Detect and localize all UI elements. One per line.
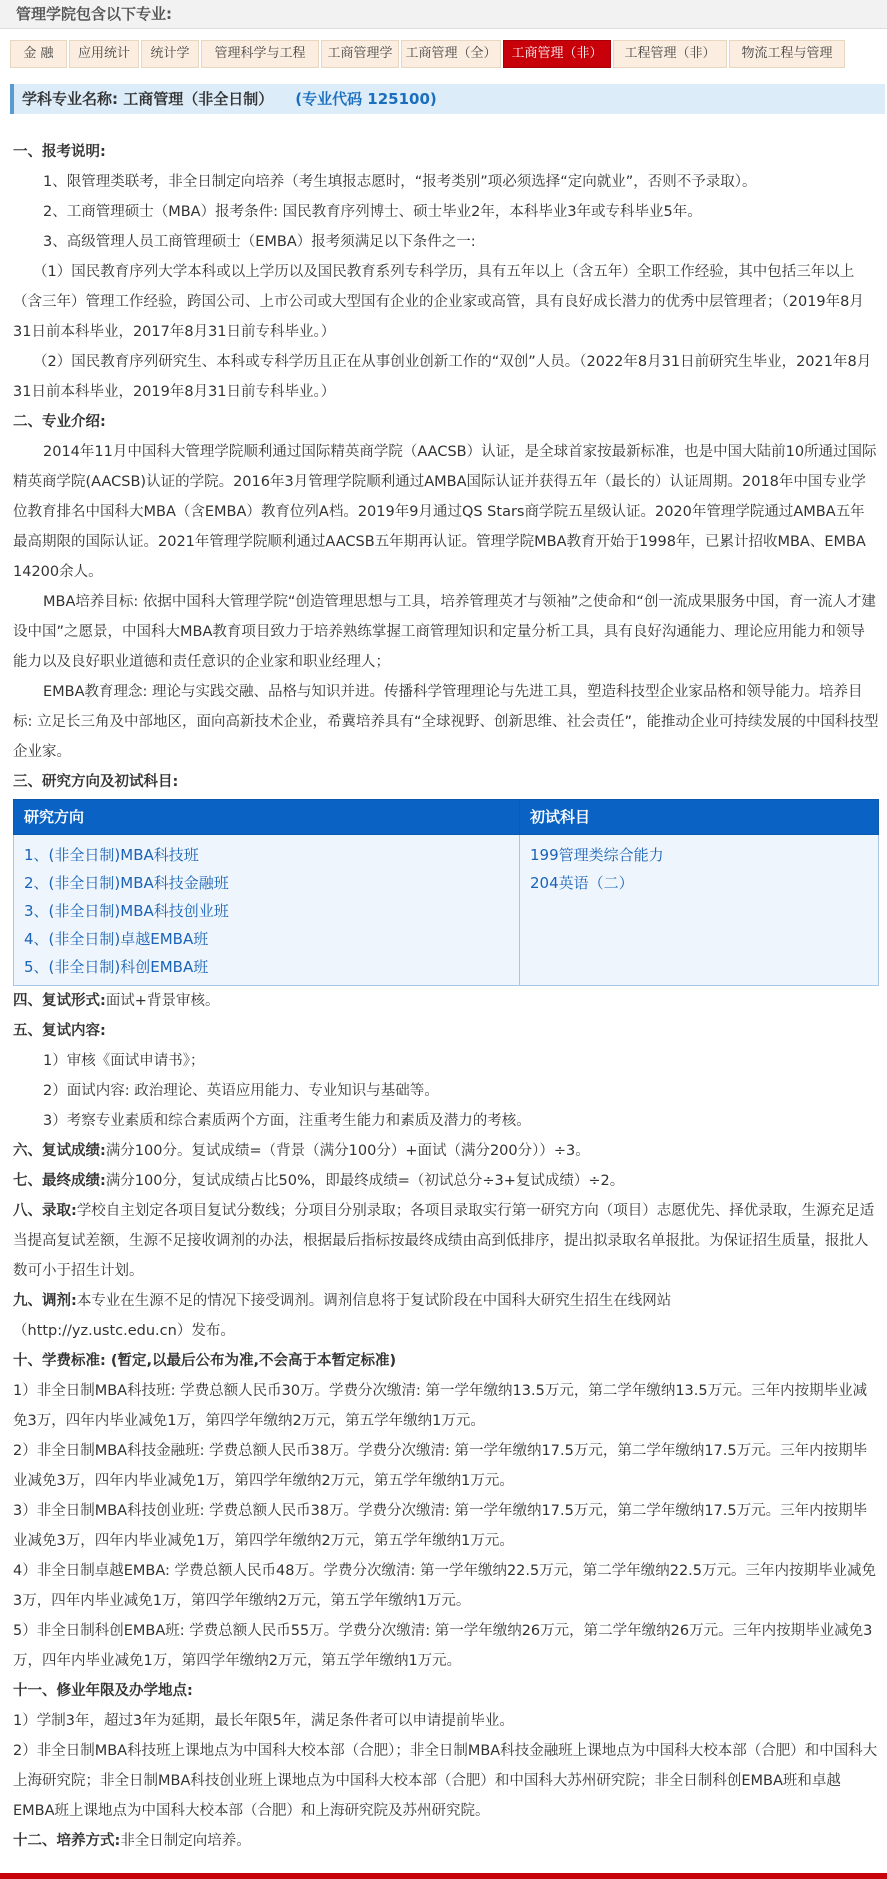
section-title: 十、学费标准: (暂定,以最后公布为准,不会高于本暂定标准) [13,1353,397,1369]
document-body [13,137,879,1856]
directions-table [13,799,879,986]
section-text: 本专业在生源不足的情况下接受调剂。调剂信息将于复试阶段在中国科大研究生招生在线网站 [76,1293,672,1309]
url-line[interactable]: （http://yz.ustc.edu.cn）发布。 [13,1323,235,1339]
tab-engineering-management[interactable]: 工程管理（非） [613,40,727,68]
section-line [13,986,879,1016]
list-item: 2）非全日制MBA科技班上课地点为中国科大校本部（合肥）；非全日制MBA科技金融班上课地点为中国科大校本部（合肥）和中国科大上海研究院；非全日制MBA科技创业班上课地点为中国科大校本部（合肥）和中国科大苏州研究院；非全日制科创EMBA班和卓越EMBA班上课地点为中国科大校本部（合肥）和上海研究院及苏州研究院。 [13,1743,878,1819]
list-item: 2）面试内容: 政治理论、英语应用能力、专业知识与基础等。 [43,1083,439,1099]
table-header-direction: 研究方向 [14,800,520,835]
list-item: 1）学制3年，超过3年为延期，最长年限5年，满足条件者可以申请提前毕业。 [13,1713,514,1729]
subjects-cell [520,835,879,986]
paragraph: （2）国民教育序列研究生、本科或专科学历且正在从事创业创新工作的“双创”人员。（2022年8月31日前研究生毕业，2021年8月31日前本科毕业，2019年8月31日前专科毕业。） [13,354,872,400]
footer-divider [0,1873,887,1879]
list-item: 3）考察专业素质和综合素质两个方面，注重考生能力和素质及潜力的考核。 [43,1113,531,1129]
paragraph: 1、限管理类联考，非全日制定向培养（考生填报志愿时，“报考类别”项必须选择“定向就业”，否则不予录取）。 [43,174,757,190]
tab-management-science[interactable]: 管理科学与工程 [201,40,319,68]
section-line [13,1166,879,1196]
section-text: 满分100分，复试成绩占比50%，即最终成绩=（初试总分÷3+复试成绩）÷2。 [105,1173,625,1189]
tab-logistics-engineering[interactable]: 物流工程与管理 [729,40,845,68]
direction-link[interactable]: 2、(非全日制)MBA科技金融班 [24,874,229,892]
direction-link[interactable]: 4、(非全日制)卓越EMBA班 [24,930,209,948]
list-item: 4）非全日制卓越EMBA: 学费总额人民币48万。学费分次缴清: 第一学年缴纳22.5万元，第二学年缴纳22.5万元。三年内按期毕业减免3万，四年内毕业减免1万，第四学年缴纳2万元，第五学年缴纳1万元。 [13,1563,877,1609]
paragraph: 2014年11月中国科大管理学院顺利通过国际精英商学院（AACSB）认证，是全球首家按最新标准，也是中国大陆前10所通过国际精英商学院(AACSB)认证的学院。2016年3月管理学院顺利通过AMBA国际认证并获得五年（最长的）认证周期。2018年中国专业学位教育排名中国科大MBA（含EMBA）教育位列A档。2019年9月通过QS Stars商学院五星级认证。2020年管理学院通过AMBA五年最高期限的国际认证。2021年管理学院顺利通过AACSB五年期再认证。管理学院MBA教育开始于1998年，已累计招收MBA、EMBA 14200余人。 [13,444,877,580]
major-name: 学科专业名称: 工商管理（非全日制） [22,90,274,108]
section-title: 二、专业介绍: [13,414,106,430]
section-text: 满分100分。复试成绩=（背景（满分100分）+面试（满分200分））÷3。 [105,1143,590,1159]
page-header: 管理学院包含以下专业: [0,0,887,29]
section-title: 八、录取: [13,1203,77,1219]
major-tabs [10,40,887,68]
section-title: 六、复试成绩: [13,1143,106,1159]
section-line [13,1826,879,1856]
paragraph: （1）国民教育序列大学本科或以上学历以及国民教育系列专科学历，具有五年以上（含五年）全职工作经验，其中包括三年以上（含三年）管理工作经验，跨国公司、上市公司或大型国有企业的企业家或高管，具有良好成长潜力的优秀中层管理者；（2019年8月31日前本科毕业，2017年8月31日前专科毕业。） [13,264,864,340]
tab-applied-statistics[interactable]: 应用统计 [69,40,139,68]
tab-business-administration[interactable]: 工商管理学 [321,40,399,68]
direction-link[interactable]: 1、(非全日制)MBA科技班 [24,846,199,864]
section-title: 一、报考说明: [13,144,106,160]
tab-finance[interactable]: 金 融 [10,40,67,68]
direction-link[interactable]: 3、(非全日制)MBA科技创业班 [24,902,229,920]
section-title: 十一、修业年限及办学地点: [13,1683,193,1699]
list-item: 3）非全日制MBA科技创业班: 学费总额人民币38万。学费分次缴清: 第一学年缴纳17.5万元，第二学年缴纳17.5万元。三年内按期毕业减免3万，四年内毕业减免1万，第四学年缴纳2万元，第五学年缴纳1万元。 [13,1503,868,1549]
section-text: 非全日制定向培养。 [120,1833,251,1849]
paragraph: 3、高级管理人员工商管理硕士（EMBA）报考须满足以下条件之一: [43,234,476,250]
list-item: 1）非全日制MBA科技班: 学费总额人民币30万。学费分次缴清: 第一学年缴纳13.5万元，第二学年缴纳13.5万元。三年内按期毕业减免3万，四年内毕业减免1万，第四学年缴纳2万元，第五学年缴纳1万元。 [13,1383,868,1429]
tab-business-admin-fulltime[interactable]: 工商管理（全） [401,40,501,68]
section-title: 九、调剂: [13,1293,77,1309]
list-item: 5）非全日制科创EMBA班: 学费总额人民币55万。学费分次缴清: 第一学年缴纳26万元，第二学年缴纳26万元。三年内按期毕业减免3万，四年内毕业减免1万，第四学年缴纳2万元，第五学年缴纳1万元。 [13,1623,873,1669]
section-title: 四、复试形式: [13,993,106,1009]
subject-link[interactable]: 204英语（二） [530,874,634,892]
section-text: 学校自主划定各项目复试分数线；分项目分别录取；各项目录取实行第一研究方向（项目）志愿优先、择优录取，生源充足适当提高复试差额，生源不足接收调剂的办法，根据最后指标按最终成绩由高到低排序，提出拟录取名单报批。为保证招生质量，报批人数可小于招生计划。 [13,1203,875,1279]
paragraph: 2、工商管理硕士（MBA）报考条件: 国民教育序列博士、硕士毕业2年，本科毕业3年或专科毕业5年。 [43,204,702,220]
section-title: 五、复试内容: [13,1023,106,1039]
list-item: 1）审核《面试申请书》； [43,1053,205,1069]
section-line [13,1196,879,1286]
tab-business-admin-parttime[interactable]: 工商管理（非） [503,40,611,68]
table-header-subject: 初试科目 [520,800,879,835]
section-text: 面试+背景审核。 [105,993,220,1009]
major-code: (专业代码 125100) [295,90,437,108]
paragraph: EMBA教育理念: 理论与实践交融、品格与知识并进。传播科学管理理论与先进工具，塑造科技型企业家品格和领导能力。培养目标: 立足长三角及中部地区，面向高新技术企业，希冀培养具有“全球视野、创新思维、社会责任”，能推动企业可持续发展的中国科技型企业家。 [13,684,879,760]
paragraph: MBA培养目标: 依据中国科大管理学院“创造管理思想与工具，培养管理英才与领袖”之使命和“创一流成果服务中国，育一流人才建设中国”之愿景，中国科大MBA教育项目致力于培养熟练掌握工商管理知识和定量分析工具，具有良好沟通能力、理论应用能力和领导能力以及良好职业道德和责任意识的企业家和职业经理人； [13,594,876,670]
directions-cell [14,835,520,986]
section-line [13,1136,879,1166]
tab-statistics[interactable]: 统计学 [141,40,199,68]
list-item: 2）非全日制MBA科技金融班: 学费总额人民币38万。学费分次缴清: 第一学年缴纳17.5万元，第二学年缴纳17.5万元。三年内按期毕业减免3万，四年内毕业减免1万，第四学年缴纳2万元，第五学年缴纳1万元。 [13,1443,868,1489]
section-title: 七、最终成绩: [13,1173,106,1189]
section-line [13,1286,879,1316]
subject-link[interactable]: 199管理类综合能力 [530,846,664,864]
section-title: 十二、培养方式: [13,1833,121,1849]
direction-link[interactable]: 5、(非全日制)科创EMBA班 [24,958,209,976]
section-title: 三、研究方向及初试科目: [13,774,179,790]
major-banner [10,84,885,114]
